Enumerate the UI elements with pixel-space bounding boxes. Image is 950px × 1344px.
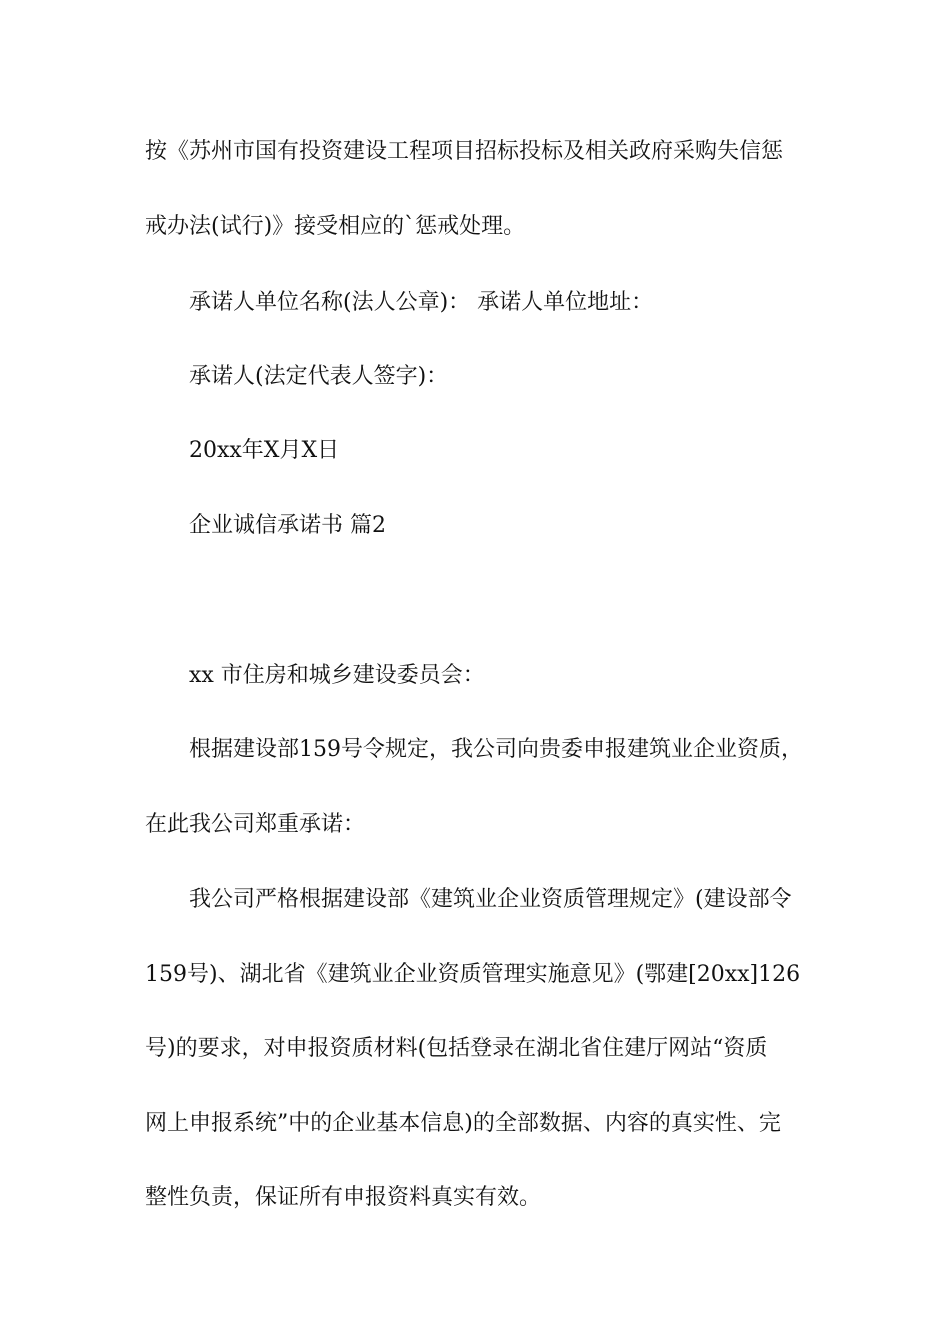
paragraph-line: 戒办法(试行)》接受相应的`惩戒处理。 xyxy=(145,214,526,239)
addressee-line: xx 市住房和城乡建设委员会： xyxy=(189,663,485,688)
paragraph-line: 整性负责，保证所有申报资料真实有效。 xyxy=(145,1185,542,1210)
paragraph-line: 我公司严格根据建设部《建筑业企业资质管理规定》(建设部令 xyxy=(189,887,792,912)
date-line: 20xx年X月X日 xyxy=(189,438,340,463)
paragraph-line: 按《苏州市国有投资建设工程项目招标投标及相关政府采购失信惩 xyxy=(145,139,784,164)
signatory-unit-line: 承诺人单位名称(法人公章)： 承诺人单位地址： xyxy=(189,290,654,315)
paragraph-line: 159号)、湖北省《建筑业企业资质管理实施意见》(鄂建[20xx]126 xyxy=(145,962,801,987)
paragraph-line: 网上申报系统”中的企业基本信息)的全部数据、内容的真实性、完 xyxy=(145,1111,781,1136)
signatory-person-line: 承诺人(法定代表人签字)： xyxy=(189,364,449,389)
section-heading: 企业诚信承诺书 篇2 xyxy=(189,513,386,538)
paragraph-line: 号)的要求，对申报资质材料(包括登录在湖北省住建厅网站“资质 xyxy=(145,1036,768,1061)
paragraph-line: 在此我公司郑重承诺： xyxy=(145,812,366,837)
paragraph-line: 根据建设部159号令规定，我公司向贵委申报建筑业企业资质， xyxy=(189,737,803,762)
